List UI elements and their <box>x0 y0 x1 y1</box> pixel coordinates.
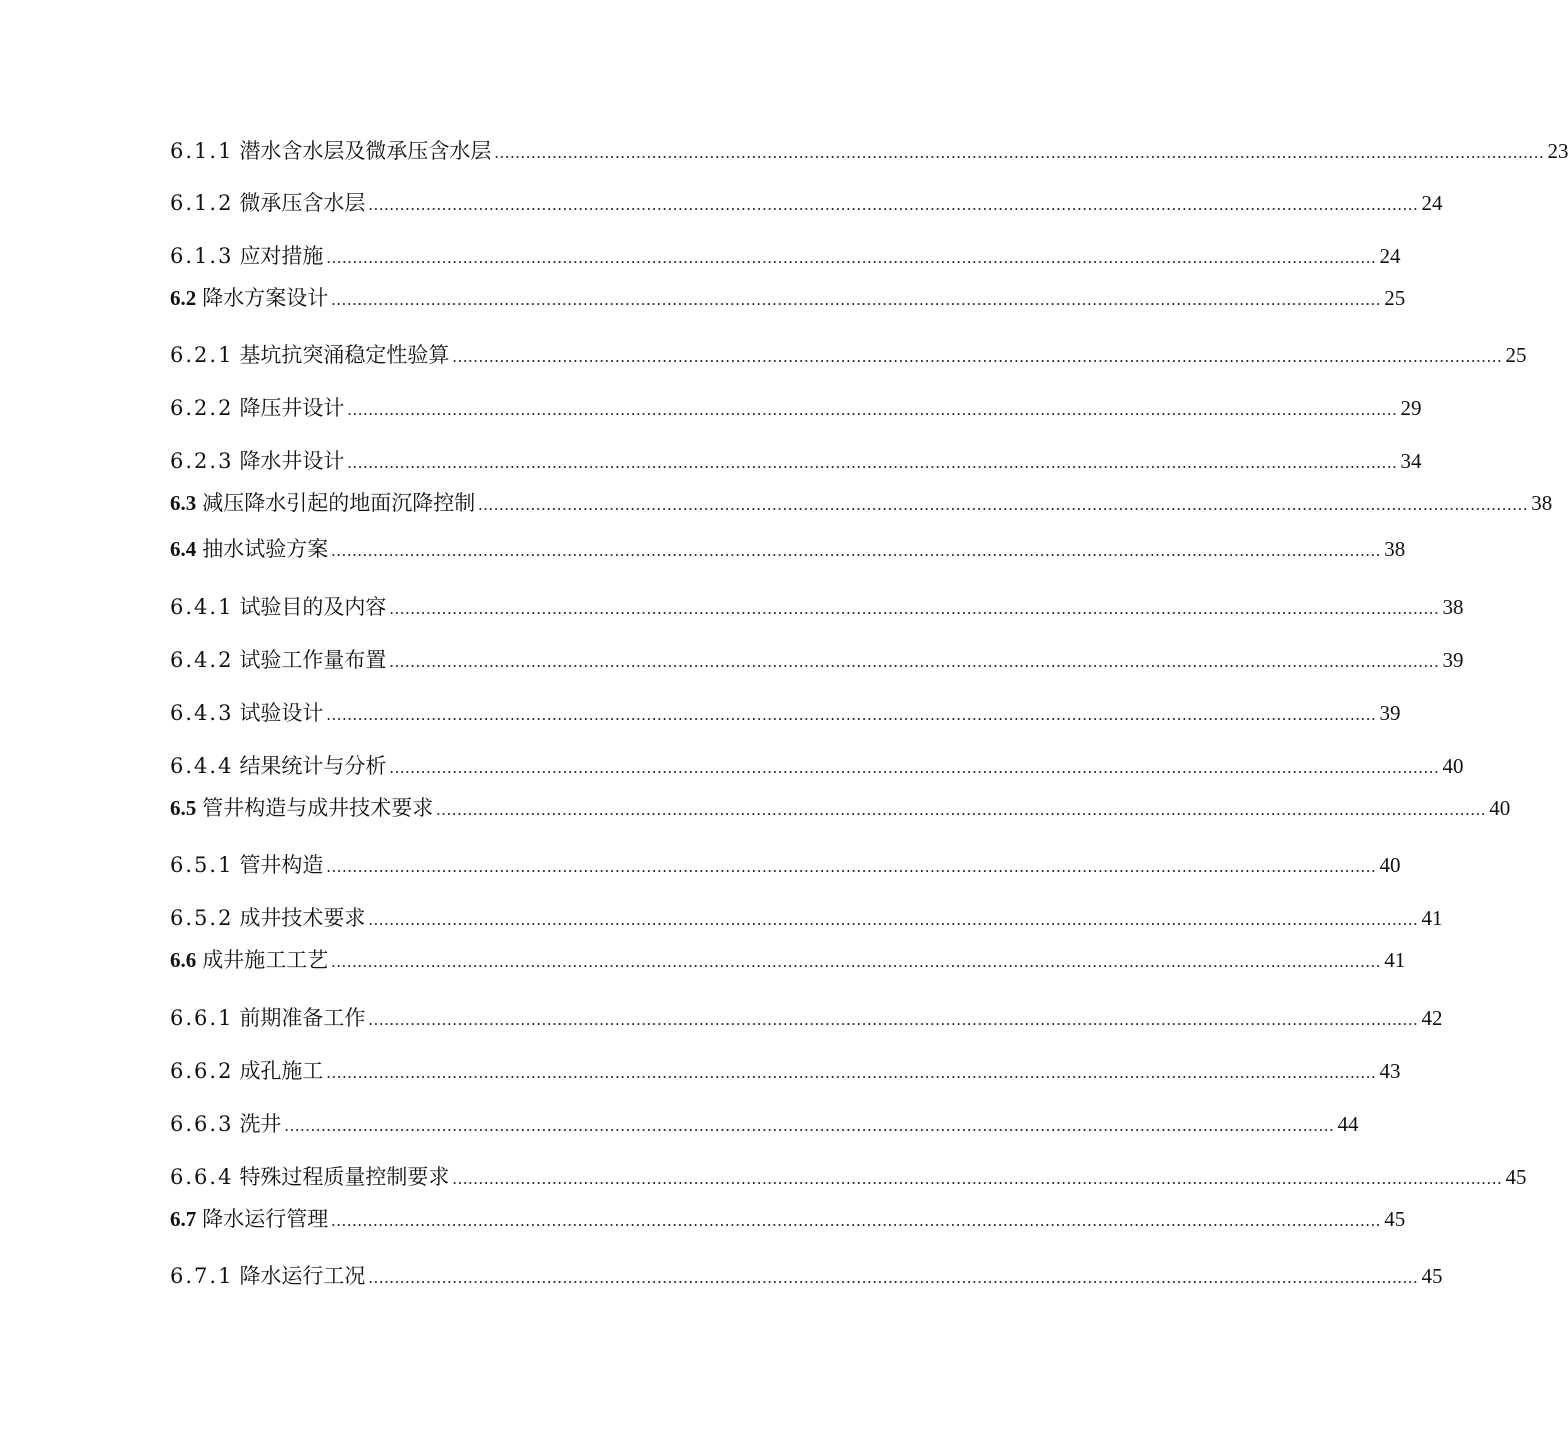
toc-entry-title: 降水井设计 <box>239 449 345 473</box>
toc-entry-page-number: 25 <box>1384 286 1406 310</box>
toc-entry-number: 6.6 <box>170 948 197 972</box>
toc-entry-page-number: 45 <box>1421 1264 1443 1288</box>
toc-entry-page-number: 39 <box>1379 701 1401 725</box>
toc-entry-title: 降压井设计 <box>239 396 345 420</box>
toc-entry-page-number: 38 <box>1384 537 1406 561</box>
toc-entry-page-number: 45 <box>1384 1207 1406 1231</box>
toc-entry-page-number: 40 <box>1379 853 1401 877</box>
toc-dot-leader: ........................................................................................................................................................................................................ <box>326 248 1377 267</box>
toc-entry-title: 降水方案设计 <box>202 286 329 310</box>
toc-entry[interactable] <box>170 188 1443 218</box>
toc-dot-leader: ........................................................................................................................................................................................................ <box>478 495 1529 514</box>
toc-entry[interactable] <box>170 903 1443 933</box>
toc-entry-title: 降水运行管理 <box>202 1207 329 1231</box>
toc-entry[interactable] <box>170 488 1553 518</box>
toc-entry-page-number: 23 <box>1547 139 1568 163</box>
toc-entry-page-number: 38 <box>1531 491 1553 515</box>
toc-entry-number: 6.5.2 <box>170 906 234 930</box>
toc-entry-page-number: 42 <box>1421 1006 1443 1030</box>
toc-entry-title: 降水运行工况 <box>239 1264 366 1288</box>
toc-entry[interactable] <box>170 1162 1527 1192</box>
toc-entry-number: 6.2 <box>170 286 197 310</box>
toc-entry-page-number: 24 <box>1379 244 1401 268</box>
toc-entry-number: 6.4 <box>170 537 197 561</box>
toc-entry[interactable] <box>170 850 1401 880</box>
toc-dot-leader: ........................................................................................................................................................................................................ <box>331 290 1382 309</box>
toc-dot-leader: ........................................................................................................................................................................................................ <box>452 1169 1503 1188</box>
toc-entry-number: 6.1.2 <box>170 191 234 215</box>
toc-dot-leader: ........................................................................................................................................................................................................ <box>494 143 1545 162</box>
toc-entry[interactable] <box>170 1261 1443 1291</box>
toc-entry[interactable] <box>170 1204 1406 1234</box>
toc-entry-number: 6.6.2 <box>170 1059 234 1083</box>
toc-entry[interactable] <box>170 1003 1443 1033</box>
toc-entry[interactable] <box>170 283 1406 313</box>
toc-entry-page-number: 34 <box>1400 449 1422 473</box>
toc-entry-title: 试验工作量布置 <box>239 648 387 672</box>
toc-entry-page-number: 44 <box>1337 1112 1359 1136</box>
toc-dot-leader: ........................................................................................................................................................................................................ <box>326 705 1377 724</box>
toc-dot-leader: ........................................................................................................................................................................................................ <box>347 400 1398 419</box>
toc-entry[interactable] <box>170 1109 1359 1139</box>
toc-dot-leader: ........................................................................................................................................................................................................ <box>347 453 1398 472</box>
toc-entry[interactable] <box>170 340 1527 370</box>
toc-entry[interactable] <box>170 698 1401 728</box>
toc-dot-leader: ........................................................................................................................................................................................................ <box>368 1268 1419 1287</box>
toc-entry-page-number: 40 <box>1442 754 1464 778</box>
toc-entry-title: 管井构造 <box>239 853 324 877</box>
toc-entry-title: 试验目的及内容 <box>239 595 387 619</box>
toc-entry-title: 微承压含水层 <box>239 191 366 215</box>
toc-entry-number: 6.7 <box>170 1207 197 1231</box>
toc-entry[interactable] <box>170 945 1406 975</box>
toc-entry-page-number: 24 <box>1421 191 1443 215</box>
toc-entry-number: 6.5.1 <box>170 853 234 877</box>
toc-entry[interactable] <box>170 592 1464 622</box>
toc-entry-title: 特殊过程质量控制要求 <box>239 1165 450 1189</box>
toc-dot-leader: ........................................................................................................................................................................................................ <box>389 758 1440 777</box>
toc-entry-title: 潜水含水层及微承压含水层 <box>239 139 492 163</box>
toc-entry-page-number: 43 <box>1379 1059 1401 1083</box>
toc-dot-leader: ........................................................................................................................................................................................................ <box>331 541 1382 560</box>
toc-entry-number: 6.5 <box>170 796 197 820</box>
toc-entry-page-number: 45 <box>1505 1165 1527 1189</box>
toc-entry-number: 6.4.3 <box>170 701 234 725</box>
toc-dot-leader: ........................................................................................................................................................................................................ <box>368 195 1419 214</box>
toc-entry-title: 基坑抗突涌稳定性验算 <box>239 343 450 367</box>
toc-entry-number: 6.2.3 <box>170 449 234 473</box>
toc-entry-page-number: 29 <box>1400 396 1422 420</box>
toc-entry-title: 减压降水引起的地面沉降控制 <box>202 491 476 515</box>
toc-dot-leader: ........................................................................................................................................................................................................ <box>326 857 1377 876</box>
toc-entry[interactable] <box>170 241 1401 271</box>
toc-entry[interactable] <box>170 751 1464 781</box>
toc-entry-number: 6.4.2 <box>170 648 234 672</box>
toc-entry-page-number: 41 <box>1421 906 1443 930</box>
toc-entry-title: 成孔施工 <box>239 1059 324 1083</box>
toc-entry-number: 6.4.1 <box>170 595 234 619</box>
toc-entry[interactable] <box>170 793 1511 823</box>
toc-dot-leader: ........................................................................................................................................................................................................ <box>389 599 1440 618</box>
toc-entry-number: 6.6.1 <box>170 1006 234 1030</box>
toc-entry-title: 试验设计 <box>239 701 324 725</box>
toc-dot-leader: ........................................................................................................................................................................................................ <box>331 952 1382 971</box>
toc-dot-leader: ........................................................................................................................................................................................................ <box>368 1010 1419 1029</box>
toc-entry-page-number: 39 <box>1442 648 1464 672</box>
toc-entry-page-number: 25 <box>1505 343 1527 367</box>
toc-entry-number: 6.3 <box>170 491 197 515</box>
toc-dot-leader: ........................................................................................................................................................................................................ <box>389 652 1440 671</box>
toc-entry-page-number: 41 <box>1384 948 1406 972</box>
toc-entry-page-number: 40 <box>1489 796 1511 820</box>
toc-dot-leader: ........................................................................................................................................................................................................ <box>368 910 1419 929</box>
toc-entry[interactable] <box>170 136 1568 166</box>
toc-dot-leader: ........................................................................................................................................................................................................ <box>436 800 1487 819</box>
toc-entry-number: 6.4.4 <box>170 754 234 778</box>
toc-dot-leader: ........................................................................................................................................................................................................ <box>326 1063 1377 1082</box>
toc-entry-title: 前期准备工作 <box>239 1006 366 1030</box>
toc-entry-number: 6.2.1 <box>170 343 234 367</box>
toc-entry-title: 抽水试验方案 <box>202 537 329 561</box>
toc-entry-title: 应对措施 <box>239 244 324 268</box>
toc-entry-title: 管井构造与成井技术要求 <box>202 796 434 820</box>
toc-entry-number: 6.6.3 <box>170 1112 234 1136</box>
toc-entry[interactable] <box>170 393 1422 423</box>
toc-entry-title: 成井施工工艺 <box>202 948 329 972</box>
toc-entry[interactable] <box>170 1056 1401 1086</box>
toc-entry-title: 成井技术要求 <box>239 906 366 930</box>
toc-entry-number: 6.6.4 <box>170 1165 234 1189</box>
toc-entry-number: 6.7.1 <box>170 1264 234 1288</box>
toc-entry[interactable] <box>170 446 1422 476</box>
toc-dot-leader: ........................................................................................................................................................................................................ <box>452 347 1503 366</box>
toc-entry[interactable] <box>170 534 1406 564</box>
toc-entry-page-number: 38 <box>1442 595 1464 619</box>
toc-entry-number: 6.2.2 <box>170 396 234 420</box>
toc-entry-number: 6.1.1 <box>170 139 234 163</box>
toc-entry[interactable] <box>170 645 1464 675</box>
toc-dot-leader: ........................................................................................................................................................................................................ <box>284 1116 1335 1135</box>
toc-entry-title: 结果统计与分析 <box>239 754 387 778</box>
toc-entry-title: 洗井 <box>239 1112 282 1136</box>
toc-entry-number: 6.1.3 <box>170 244 234 268</box>
toc-dot-leader: ........................................................................................................................................................................................................ <box>331 1211 1382 1230</box>
